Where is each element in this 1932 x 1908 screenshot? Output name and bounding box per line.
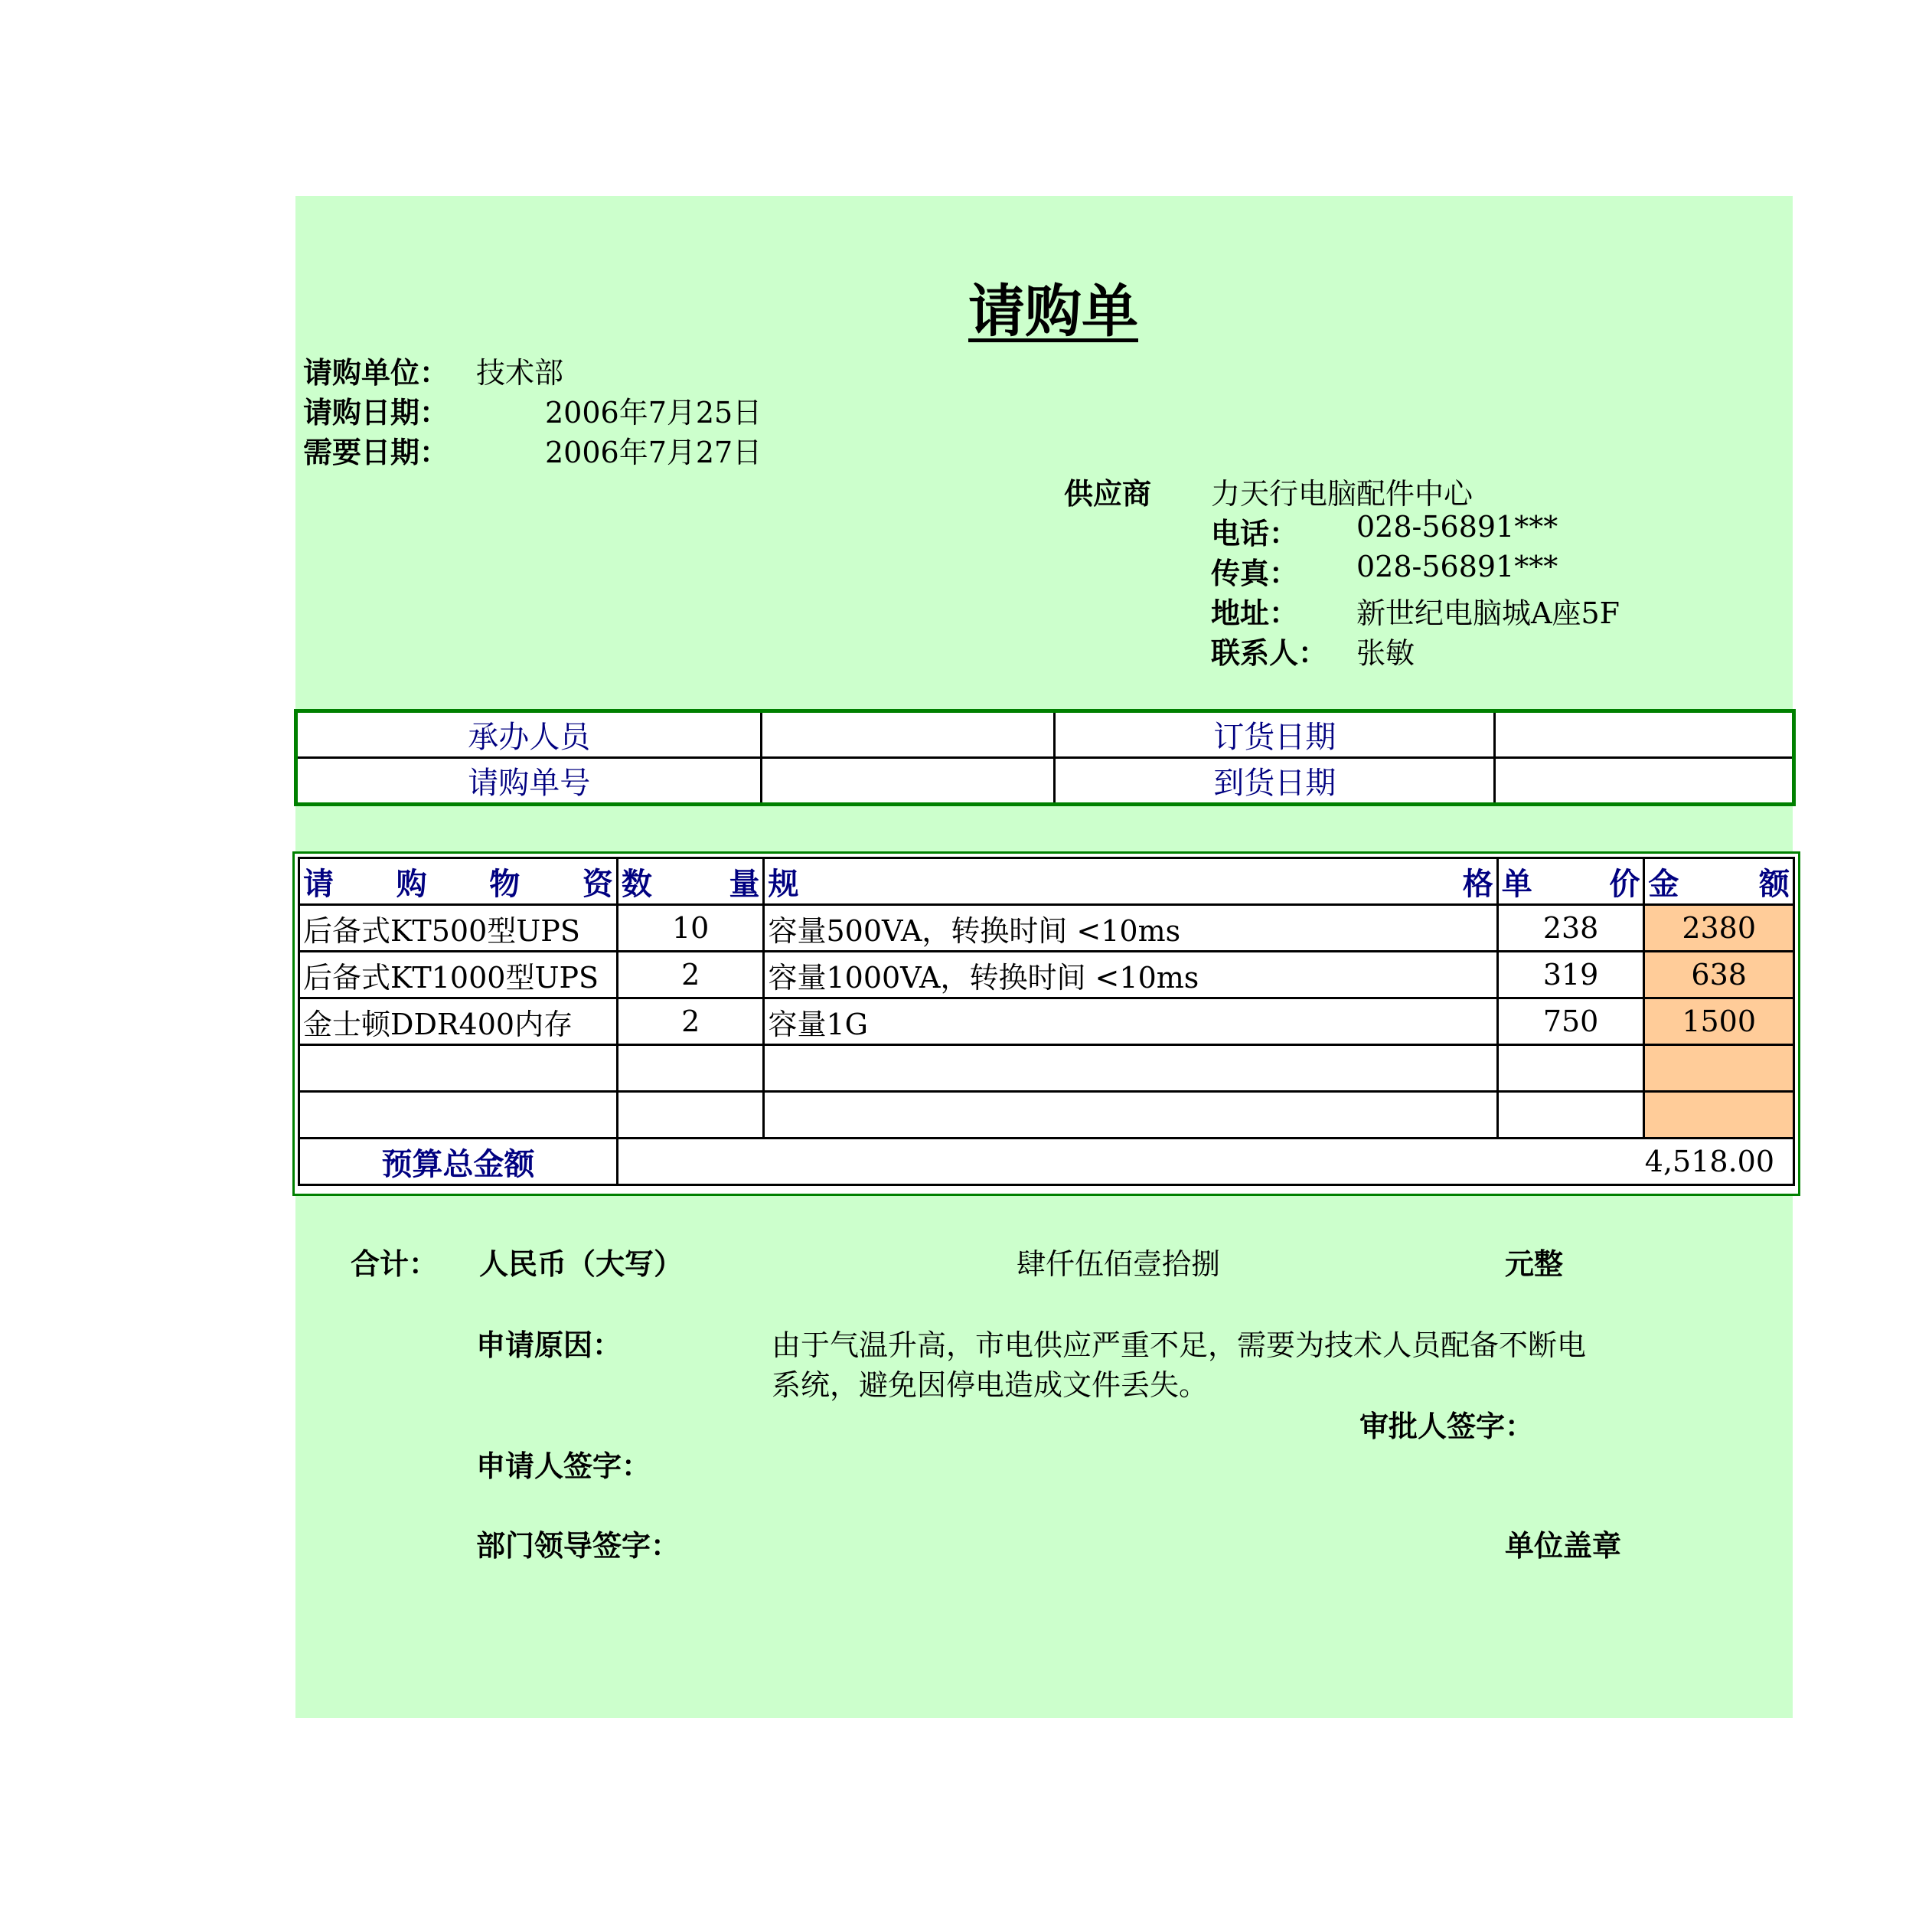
item-quantity[interactable]: 2 xyxy=(617,952,764,998)
item-name[interactable] xyxy=(299,1045,618,1092)
phone-label: 电话： xyxy=(1211,517,1299,551)
fax-value: 028-56891*** xyxy=(1356,550,1558,583)
amount-unit: 元整 xyxy=(1505,1247,1564,1281)
items-table xyxy=(298,857,1795,1186)
item-unit-price[interactable] xyxy=(1497,1045,1644,1092)
col-header-spec: 规 格 xyxy=(764,858,1497,905)
item-name[interactable] xyxy=(299,1092,618,1139)
item-quantity[interactable] xyxy=(617,1092,764,1139)
reason-label: 申请原因： xyxy=(476,1328,622,1362)
reason-text-line1: 由于气温升高，市电供应严重不足，需要为技术人员配备不断电 xyxy=(772,1328,1587,1362)
item-unit-price[interactable]: 238 xyxy=(1497,905,1644,952)
handler-label: 承办人员 xyxy=(296,711,762,758)
table-row xyxy=(299,905,1794,952)
table-row xyxy=(299,998,1794,1045)
address-value: 新世纪电脑城A座5F xyxy=(1356,596,1620,630)
contact-value: 张敏 xyxy=(1356,636,1415,670)
item-quantity[interactable] xyxy=(617,1045,764,1092)
applicant-signature-label: 申请人签字： xyxy=(476,1449,651,1483)
handler-value[interactable] xyxy=(762,711,1055,758)
total-label: 预算总金额 xyxy=(299,1139,618,1185)
item-unit-price[interactable] xyxy=(1497,1092,1644,1139)
address-label: 地址： xyxy=(1211,596,1299,630)
reason-text-line2: 系统，避免因停电造成文件丢失。 xyxy=(772,1368,1209,1402)
purchase-requisition-sheet xyxy=(295,196,1793,1718)
request-date-label: 请购日期： xyxy=(303,396,449,430)
contact-label: 联系人： xyxy=(1211,636,1328,670)
dept-leader-signature-label: 部门领导签字： xyxy=(476,1529,680,1563)
item-unit-price[interactable]: 750 xyxy=(1497,998,1644,1045)
dept-value: 技术部 xyxy=(476,356,564,390)
order-date-label: 订货日期 xyxy=(1055,711,1495,758)
dept-label: 请购单位： xyxy=(303,356,449,390)
total-row xyxy=(299,1139,1794,1185)
col-header-item: 请 购 物 资 xyxy=(299,858,618,905)
total-value[interactable]: 4,518.00 xyxy=(617,1139,1793,1185)
requisition-number-label: 请购单号 xyxy=(296,758,762,805)
item-amount[interactable] xyxy=(1644,1092,1794,1139)
supplier-name: 力天行电脑配件中心 xyxy=(1211,477,1473,511)
items-table-frame xyxy=(292,851,1800,1196)
item-amount[interactable]: 638 xyxy=(1644,952,1794,998)
currency-label: 人民币（大写） xyxy=(479,1247,684,1281)
item-name[interactable]: 后备式KT1000型UPS xyxy=(299,952,618,998)
item-quantity[interactable]: 10 xyxy=(617,905,764,952)
item-spec[interactable]: 容量1G xyxy=(764,998,1497,1045)
col-header-amount: 金 额 xyxy=(1644,858,1794,905)
col-header-quantity: 数 量 xyxy=(617,858,764,905)
table-row xyxy=(299,952,1794,998)
item-quantity[interactable]: 2 xyxy=(617,998,764,1045)
order-date-value[interactable] xyxy=(1495,711,1794,758)
page-title: 请购单 xyxy=(968,279,1138,345)
item-amount[interactable]: 1500 xyxy=(1644,998,1794,1045)
sum-label: 合计： xyxy=(351,1247,439,1281)
item-amount[interactable]: 2380 xyxy=(1644,905,1794,952)
order-info-table xyxy=(294,709,1796,806)
arrival-date-value[interactable] xyxy=(1495,758,1794,805)
arrival-date-label: 到货日期 xyxy=(1055,758,1495,805)
item-name[interactable]: 后备式KT500型UPS xyxy=(299,905,618,952)
requisition-number-value[interactable] xyxy=(762,758,1055,805)
col-header-unit-price: 单 价 xyxy=(1497,858,1644,905)
item-spec[interactable]: 容量500VA，转换时间 <10ms xyxy=(764,905,1497,952)
fax-label: 传真： xyxy=(1211,557,1299,590)
request-date-value: 2006年7月25日 xyxy=(545,396,762,430)
amount-in-words: 肆仟伍佰壹拾捌 xyxy=(1017,1247,1221,1281)
items-header-row xyxy=(299,858,1794,905)
approver-signature-label: 审批人签字： xyxy=(1359,1410,1535,1443)
supplier-label: 供应商 xyxy=(1064,477,1152,511)
item-spec[interactable] xyxy=(764,1092,1497,1139)
item-name[interactable]: 金士顿DDR400内存 xyxy=(299,998,618,1045)
item-spec[interactable] xyxy=(764,1045,1497,1092)
phone-value: 028-56891*** xyxy=(1356,510,1558,544)
item-spec[interactable]: 容量1000VA，转换时间 <10ms xyxy=(764,952,1497,998)
need-date-value: 2006年7月27日 xyxy=(545,436,762,469)
seal-label: 单位盖章 xyxy=(1505,1529,1622,1563)
item-amount[interactable] xyxy=(1644,1045,1794,1092)
item-unit-price[interactable]: 319 xyxy=(1497,952,1644,998)
need-date-label: 需要日期： xyxy=(303,436,449,469)
table-row xyxy=(299,1092,1794,1139)
table-row xyxy=(299,1045,1794,1092)
